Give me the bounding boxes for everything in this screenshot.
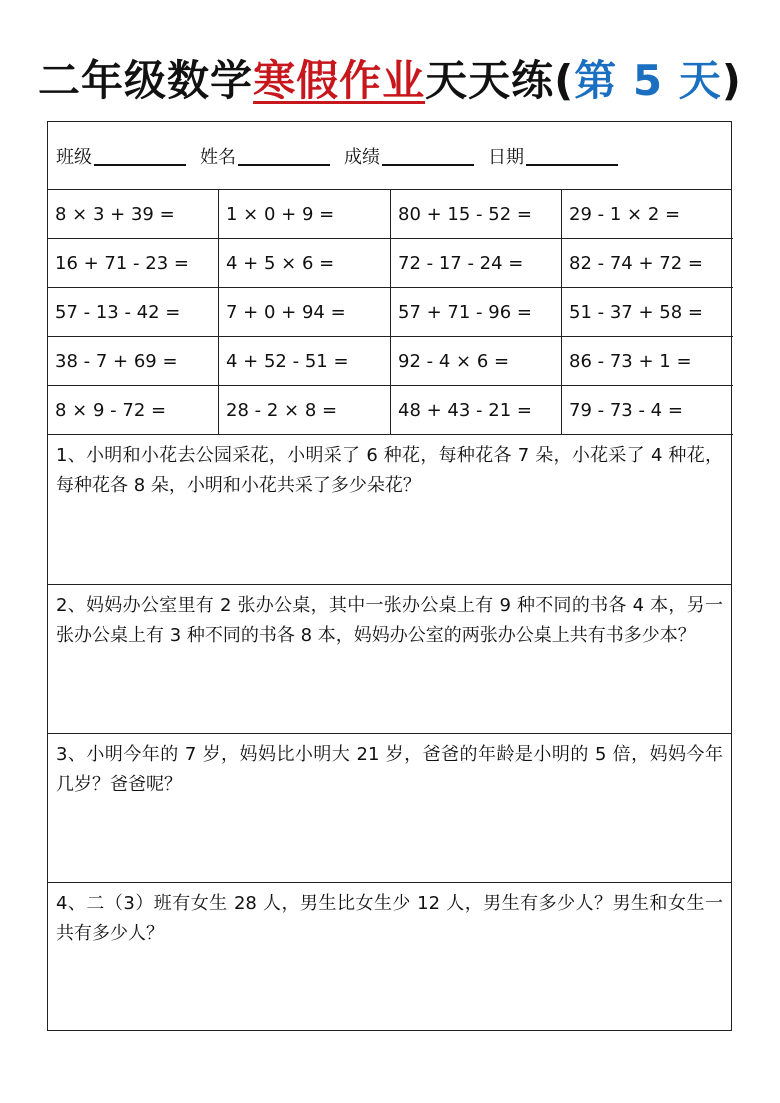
title-part2: 天天练( (425, 56, 575, 105)
arithmetic-cell: 86 - 73 + 1 = (562, 337, 733, 386)
arithmetic-cell: 8 × 9 - 72 = (48, 386, 219, 435)
arithmetic-cell: 92 - 4 × 6 = (391, 337, 562, 386)
arithmetic-cell: 29 - 1 × 2 = (562, 190, 733, 239)
arithmetic-cell: 4 + 52 - 51 = (219, 337, 391, 386)
arithmetic-cell: 38 - 7 + 69 = (48, 337, 219, 386)
date-label: 日期 (488, 146, 524, 168)
page-title (0, 48, 780, 108)
class-label: 班级 (56, 146, 92, 168)
student-info-row (48, 122, 731, 190)
arithmetic-grid (48, 190, 731, 435)
name-blank[interactable] (238, 146, 330, 166)
arithmetic-cell: 51 - 37 + 58 = (562, 288, 733, 337)
word-problem: 2、妈妈办公室里有 2 张办公桌，其中一张办公桌上有 9 种不同的书各 4 本，另一张办公桌上有 3 种不同的书各 8 本，妈妈办公室的两张办公桌上共有书多少本？ (48, 585, 731, 734)
score-blank[interactable] (382, 146, 474, 166)
word-problem: 4、二（3）班有女生 28 人，男生比女生少 12 人，男生有多少人？男生和女生一共有多少人？ (56, 893, 723, 944)
arithmetic-cell: 48 + 43 - 21 = (391, 386, 562, 435)
score-label: 成绩 (344, 146, 380, 168)
arithmetic-cell: 80 + 15 - 52 = (391, 190, 562, 239)
arithmetic-cell: 79 - 73 - 4 = (562, 386, 733, 435)
title-day: 第 5 天 (574, 56, 722, 105)
name-label: 姓名 (200, 146, 236, 168)
arithmetic-cell: 8 × 3 + 39 = (48, 190, 219, 239)
word-problem: 1、小明和小花去公园采花，小明采了 6 种花，每种花各 7 朵，小花采了 4 种花，每种花各 8 朵，小明和小花共采了多少朵花？ (48, 435, 731, 585)
arithmetic-cell: 7 + 0 + 94 = (219, 288, 391, 337)
title-highlight: 寒假作业 (253, 56, 426, 105)
class-blank[interactable] (94, 146, 186, 166)
arithmetic-cell: 57 - 13 - 42 = (48, 288, 219, 337)
arithmetic-cell: 57 + 71 - 96 = (391, 288, 562, 337)
word-problems (48, 435, 731, 1030)
arithmetic-cell: 82 - 74 + 72 = (562, 239, 733, 288)
word-problem: 3、小明今年的 7 岁，妈妈比小明大 21 岁，爸爸的年龄是小明的 5 倍，妈妈今年几岁？爸爸呢？ (48, 734, 731, 883)
worksheet (47, 121, 732, 1031)
arithmetic-cell: 28 - 2 × 8 = (219, 386, 391, 435)
arithmetic-cell: 4 + 5 × 6 = (219, 239, 391, 288)
arithmetic-cell: 16 + 71 - 23 = (48, 239, 219, 288)
title-part1: 二年级数学 (38, 56, 254, 105)
arithmetic-cell: 1 × 0 + 9 = (219, 190, 391, 239)
date-blank[interactable] (526, 146, 618, 166)
arithmetic-cell: 72 - 17 - 24 = (391, 239, 562, 288)
title-close: ) (721, 56, 742, 105)
